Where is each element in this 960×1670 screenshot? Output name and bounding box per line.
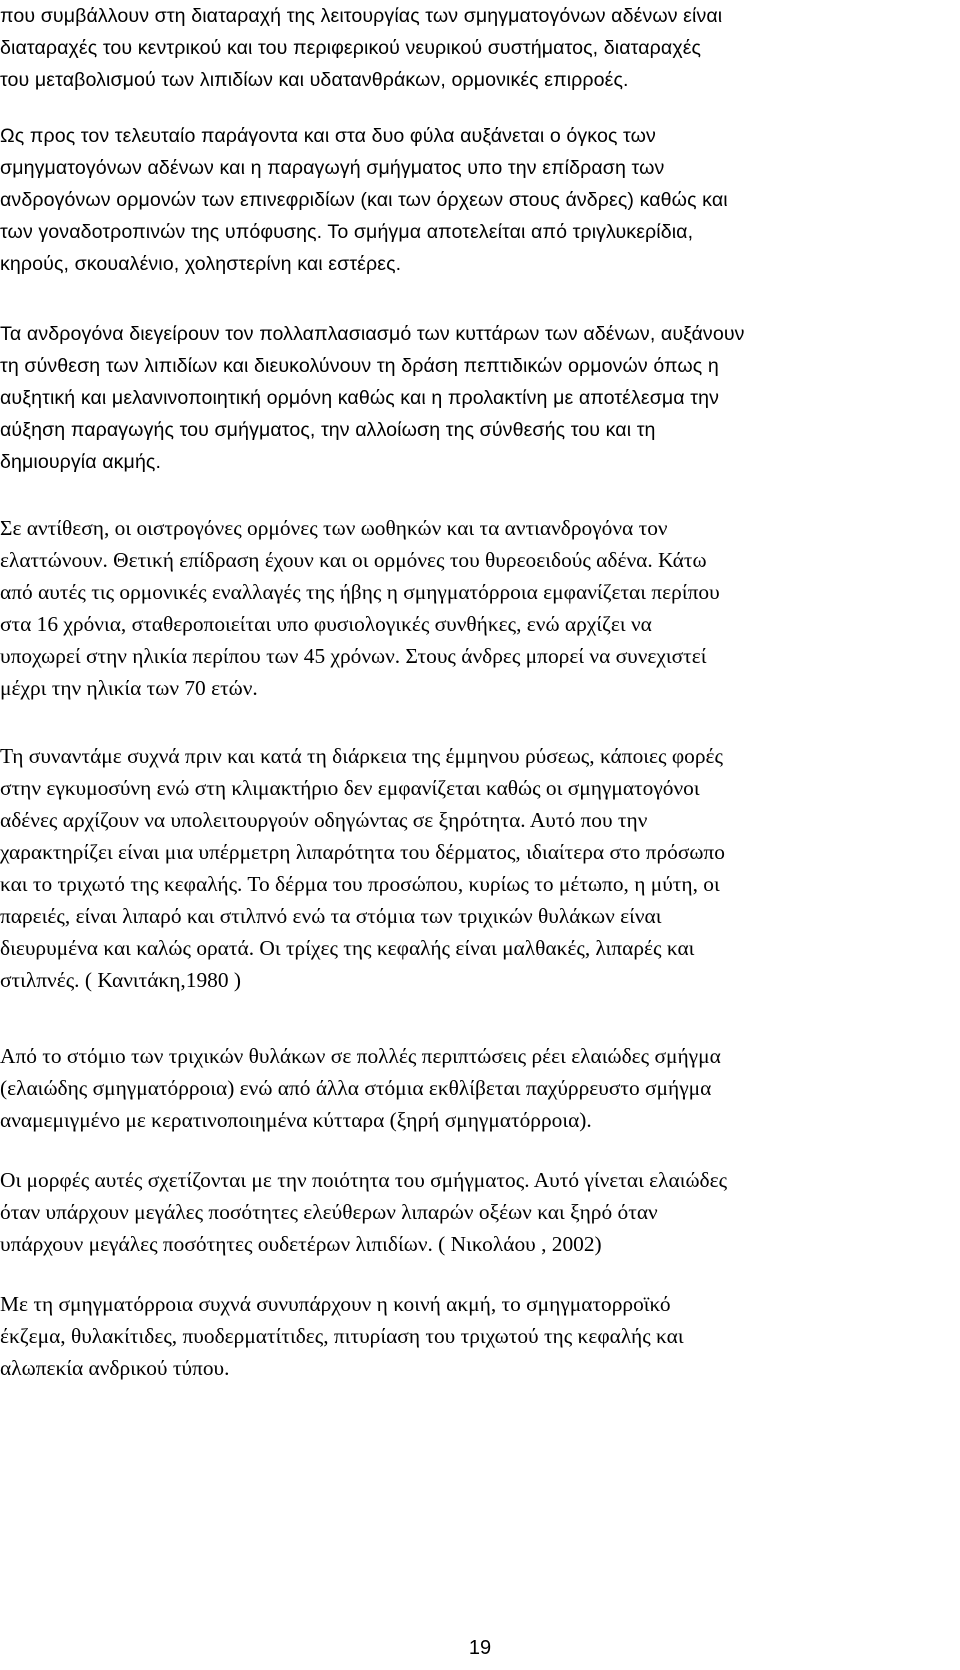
text-line: σμηγματογόνων αδένων και η παραγωγή σμήγματος υπο την επίδραση των xyxy=(0,157,665,179)
text-line: αυξητική και μελανινοποιητική ορμόνη καθώς και η προλακτίνη με αποτέλεσμα την xyxy=(0,387,720,409)
text-line: Τα ανδρογόνα διεγείρουν τον πολλαπλασιασμό των κυττάρων των αδένων, αυξάνουν xyxy=(0,323,745,345)
text-line: ελαττώνουν. Θετική επίδραση έχουν και οι ορμόνες του θυρεοειδούς αδένα. Κάτω xyxy=(0,548,707,572)
text-line: παρειές, είναι λιπαρό και στιλπνό ενώ τα στόμια των τριχικών θυλάκων είναι xyxy=(0,904,662,928)
text-line: Από το στόμιο των τριχικών θυλάκων σε πολλές περιπτώσεις ρέει ελαιώδες σμήγμα xyxy=(0,1044,721,1068)
text-line: στην εγκυμοσύνη ενώ στη κλιμακτήριο δεν εμφανίζεται καθώς οι σμηγματογόνοι xyxy=(0,776,700,800)
text-line: υποχωρεί στην ηλικία περίπου των 45 χρόνων. Στους άνδρες μπορεί να συνεχιστεί xyxy=(0,644,707,668)
text-line: αύξηση παραγωγής του σμήγματος, την αλλοίωση της σύνθεσής του και τη xyxy=(0,419,656,441)
text-line: έκζεμα, θυλακίτιδες, πυοδερματίτιδες, πιτυρίαση του τριχωτού της κεφαλής και xyxy=(0,1324,684,1348)
text-line: Σε αντίθεση, οι οιστρογόνες ορμόνες των ωοθηκών και τα αντιανδρογόνα τον xyxy=(0,516,668,540)
text-line: κηρούς, σκουαλένιο, χοληστερίνη και εστέρες. xyxy=(0,253,402,275)
text-line: ανδρογόνων ορμονών των επινεφριδίων (και των όρχεων στους άνδρες) καθώς και xyxy=(0,189,728,211)
text-line: του μεταβολισμού των λιπιδίων και υδατανθράκων, ορμονικές επιρροές. xyxy=(0,69,629,91)
text-line: χαρακτηρίζει είναι μια υπέρμετρη λιπαρότητα του δέρματος, ιδιαίτερα στο πρόσωπο xyxy=(0,840,725,864)
paragraph-7 xyxy=(0,1164,930,1260)
text-line: των γοναδοτροπινών της υπόφυσης. Το σμήγμα αποτελείται από τριγλυκερίδια, xyxy=(0,221,694,243)
text-line: μέχρι την ηλικία των 70 ετών. xyxy=(0,676,258,700)
text-line: που συμβάλλουν στη διαταραχή της λειτουργίας των σμηγματογόνων αδένων είναι xyxy=(0,5,723,27)
text-line: υπάρχουν μεγάλες ποσότητες ουδετέρων λιπιδίων. ( Νικολάου , 2002) xyxy=(0,1232,602,1256)
paragraph-3 xyxy=(0,318,930,478)
paragraph-2 xyxy=(0,120,930,280)
paragraph-5 xyxy=(0,740,930,996)
page-number: 19 xyxy=(468,1637,492,1659)
text-line: Με τη σμηγματόρροια συχνά συνυπάρχουν η κοινή ακμή, το σμηγματορροϊκό xyxy=(0,1292,671,1316)
text-line: δημιουργία ακμής. xyxy=(0,451,162,473)
text-line: από αυτές τις ορμονικές εναλλαγές της ήβης η σμηγματόρροια εμφανίζεται περίπου xyxy=(0,580,720,604)
text-line: τη σύνθεση των λιπιδίων και διευκολύνουν τη δράση πεπτιδικών ορμονών όπως η xyxy=(0,355,719,377)
text-line: όταν υπάρχουν μεγάλες ποσότητες ελεύθερων λιπαρών οξέων και ξηρό όταν xyxy=(0,1200,658,1224)
paragraph-4 xyxy=(0,512,930,704)
paragraph-8 xyxy=(0,1288,930,1384)
text-line: Τη συναντάμε συχνά πριν και κατά τη διάρκεια της έμμηνου ρύσεως, κάποιες φορές xyxy=(0,744,723,768)
text-line: στιλπνές. ( Κανιτάκη,1980 ) xyxy=(0,968,241,992)
text-line: και το τριχωτό της κεφαλής. Το δέρμα του προσώπου, κυρίως το μέτωπο, η μύτη, οι xyxy=(0,872,720,896)
text-line: αδένες αρχίζουν να υπολειτουργούν οδηγώντας σε ξηρότητα. Αυτό που την xyxy=(0,808,648,832)
paragraph-6 xyxy=(0,1040,930,1136)
text-line: Ως προς τον τελευταίο παράγοντα και στα δυο φύλα αυξάνεται ο όγκος των xyxy=(0,125,656,147)
text-line: διευρυμένα και καλώς ορατά. Οι τρίχες της κεφαλής είναι μαλθακές, λιπαρές και xyxy=(0,936,695,960)
text-line: (ελαιώδης σμηγματόρροια) ενώ από άλλα στόμια εκθλίβεται παχύρρευστο σμήγμα xyxy=(0,1076,712,1100)
text-line: στα 16 χρόνια, σταθεροποιείται υπο φυσιολογικές συνθήκες, ενώ αρχίζει να xyxy=(0,612,652,636)
text-line: αλωπεκία ανδρικού τύπου. xyxy=(0,1356,230,1380)
paragraph-1 xyxy=(0,0,930,96)
text-line: αναμεμιγμένο με κερατινοποιημένα κύτταρα (ξηρή σμηγματόρροια). xyxy=(0,1108,592,1132)
text-line: διαταραχές του κεντρικού και του περιφερικού νευρικού συστήματος, διαταραχές xyxy=(0,37,702,59)
text-line: Οι μορφές αυτές σχετίζονται με την ποιότητα του σμήγματος. Αυτό γίνεται ελαιώδες xyxy=(0,1168,728,1192)
